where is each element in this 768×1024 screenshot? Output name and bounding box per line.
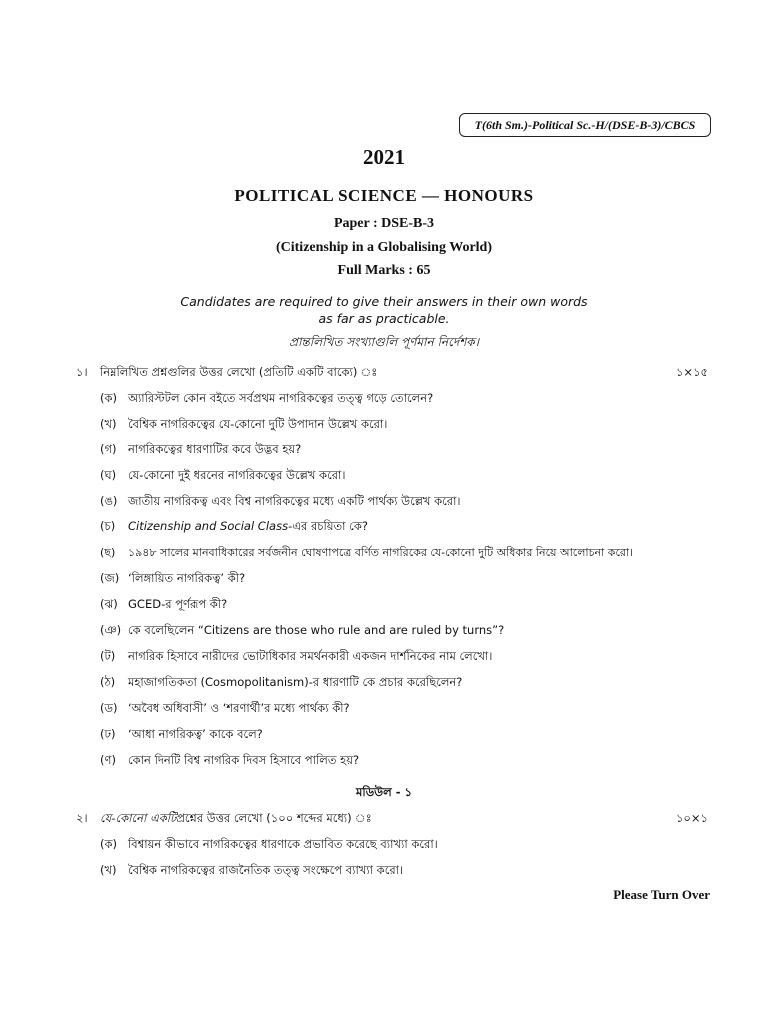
- q1-item-label: (ঝ): [100, 597, 118, 611]
- paper-label: Paper : DSE-B-3: [333, 216, 435, 231]
- q2-item: [100, 836, 438, 855]
- question-2-italic: যে-কোনো একটি: [100, 811, 177, 825]
- question-2-text-wrap: [100, 810, 372, 829]
- q1-item: [100, 752, 359, 771]
- q2-item-text: বৈশ্বিক নাগরিকত্বের রাজনৈতিক তত্ত্ব সংক্ষেপে ব্যাখ্যা করো।: [128, 863, 404, 877]
- question-1-number: ১।: [76, 365, 88, 379]
- q1-item-text: নাগরিকত্বের ধারণাটির কবে উদ্ভব হয়?: [128, 442, 302, 456]
- q1-item-label: (ঢ): [100, 727, 116, 741]
- q2-item-text: বিশ্বায়ন কীভাবে নাগরিকত্বের ধারণাকে প্রভাবিত করেছে ব্যাখ্যা করো।: [128, 837, 438, 851]
- q1-item: [100, 493, 461, 512]
- q1-item: [100, 467, 345, 486]
- paper-code-box: [459, 113, 711, 137]
- q1-item: [100, 622, 504, 641]
- q1-item: [100, 648, 492, 667]
- q1-item: [100, 416, 387, 435]
- q1-item-text: জাতীয় নাগরিকত্ব এবং বিশ্ব নাগরিকত্বের মধ্যে একটি পার্থক্য উল্লেখ করো।: [128, 494, 461, 508]
- q1-item: [100, 596, 227, 615]
- q2-item-label: (খ): [100, 863, 117, 877]
- q1-item-label: (ণ): [100, 753, 116, 767]
- q2-item-label: (ক): [100, 837, 118, 851]
- q1-item-italic-title: Citizenship and Social Class: [128, 519, 289, 533]
- marginal-note: প্রান্তলিখিত সংখ্যাগুলি পূর্ণমান নির্দেশক।: [288, 335, 479, 349]
- question-1-marks: ১×১৫: [675, 365, 708, 379]
- q1-item: [100, 441, 301, 460]
- question-2-number: ২।: [76, 811, 88, 825]
- module-heading: মডিউল - ১: [356, 785, 412, 799]
- please-turn-over: Please Turn Over: [613, 887, 710, 902]
- q1-item-text: ‘আধা নাগরিকত্ব’ কাকে বলে?: [128, 727, 263, 741]
- q1-item-label: (ক): [100, 391, 118, 405]
- q1-item-label: (ট): [100, 649, 116, 663]
- q1-item-label: (ঘ): [100, 468, 117, 482]
- q1-item-label: (গ): [100, 442, 117, 456]
- q1-item-label: (ছ): [100, 546, 116, 559]
- q1-item-label: (ড): [100, 701, 118, 715]
- q1-item: [100, 570, 245, 589]
- q1-item-label: (ঞ): [100, 623, 122, 637]
- subject-title: POLITICAL SCIENCE — HONOURS: [234, 186, 534, 205]
- question-2-marks: ১০×১: [675, 811, 708, 825]
- question-2-text: প্রশ্নের উত্তর লেখো (১০০ শব্দের মধ্যে) ঃ: [176, 811, 372, 825]
- exam-year: 2021: [363, 145, 405, 169]
- q1-item-text: ‘লিঙ্গায়িত নাগরিকত্ব’ কী?: [128, 571, 246, 585]
- question-1-text: নিম্নলিখিত প্রশ্নগুলির উত্তর লেখো (প্রতিটি একটি বাক্যে) ঃ: [100, 365, 378, 379]
- q1-item: [100, 674, 462, 693]
- q1-item: [100, 544, 633, 563]
- q1-item: [100, 726, 263, 745]
- q1-item-text: -এর রচয়িতা কে?: [288, 519, 368, 533]
- q1-item: [100, 518, 368, 537]
- full-marks: Full Marks : 65: [337, 263, 431, 278]
- q1-item-text: মহাজাগতিকতা (Cosmopolitanism)-র ধারণাটি কে প্রচার করেছিলেন?: [128, 675, 463, 689]
- q1-item-text: যে-কোনো দুই ধরনের নাগরিকত্বের উল্লেখ করো।: [128, 468, 346, 482]
- q1-item-text: কোন দিনটি বিশ্ব নাগরিক দিবস হিসাবে পালিত হয়?: [128, 753, 360, 767]
- q1-item-text: কে বলেছিলেন “Citizens are those who rule and are ruled by turns”?: [128, 623, 505, 637]
- q1-item-label: (ঙ): [100, 494, 118, 508]
- q1-item-text: GCED-র পূর্ণরূপ কী?: [128, 597, 228, 611]
- q1-item: [100, 700, 350, 719]
- q1-item-label: (ঠ): [100, 675, 116, 689]
- course-title: (Citizenship in a Globalising World): [275, 240, 492, 255]
- q2-item: [100, 862, 403, 881]
- q1-item-text: নাগরিক হিসাবে নারীদের ভোটাধিকার সমর্থনকারী একজন দার্শনিকের নাম লেখো।: [128, 649, 493, 663]
- q1-item-text: ‘অবৈধ অধিবাসী’ ও ‘শরণার্থী’র মধ্যে পার্থক্য কী?: [128, 701, 350, 715]
- q1-item-label: (খ): [100, 417, 117, 431]
- q1-item-text: বৈশ্বিক নাগরিকত্বের যে-কোনো দুটি উপাদান উল্লেখ করো।: [128, 417, 388, 431]
- q1-item-text: ১৯৪৮ সালের মানবাধিকারের সর্বজনীন ঘোষণাপত্রে বর্ণিত নাগরিকের যে-কোনো দুটি অধিকার নিয়ে আলোচনা করো।: [128, 546, 634, 559]
- q1-item-label: (চ): [100, 519, 116, 533]
- instructions-line-2: as far as practicable.: [318, 311, 450, 326]
- q1-item-text: অ্যারিস্টটল কোন বইতে সর্বপ্রথম নাগরিকত্বের তত্ত্ব গড়ে তোলেন?: [128, 391, 434, 405]
- q1-item: [100, 390, 433, 409]
- q1-item-label: (জ): [100, 571, 120, 585]
- paper-code: T(6th Sm.)-Political Sc.-H/(DSE-B-3)/CBCS: [474, 117, 696, 132]
- instructions-line-1: Candidates are required to give their answers in their own words: [180, 294, 588, 309]
